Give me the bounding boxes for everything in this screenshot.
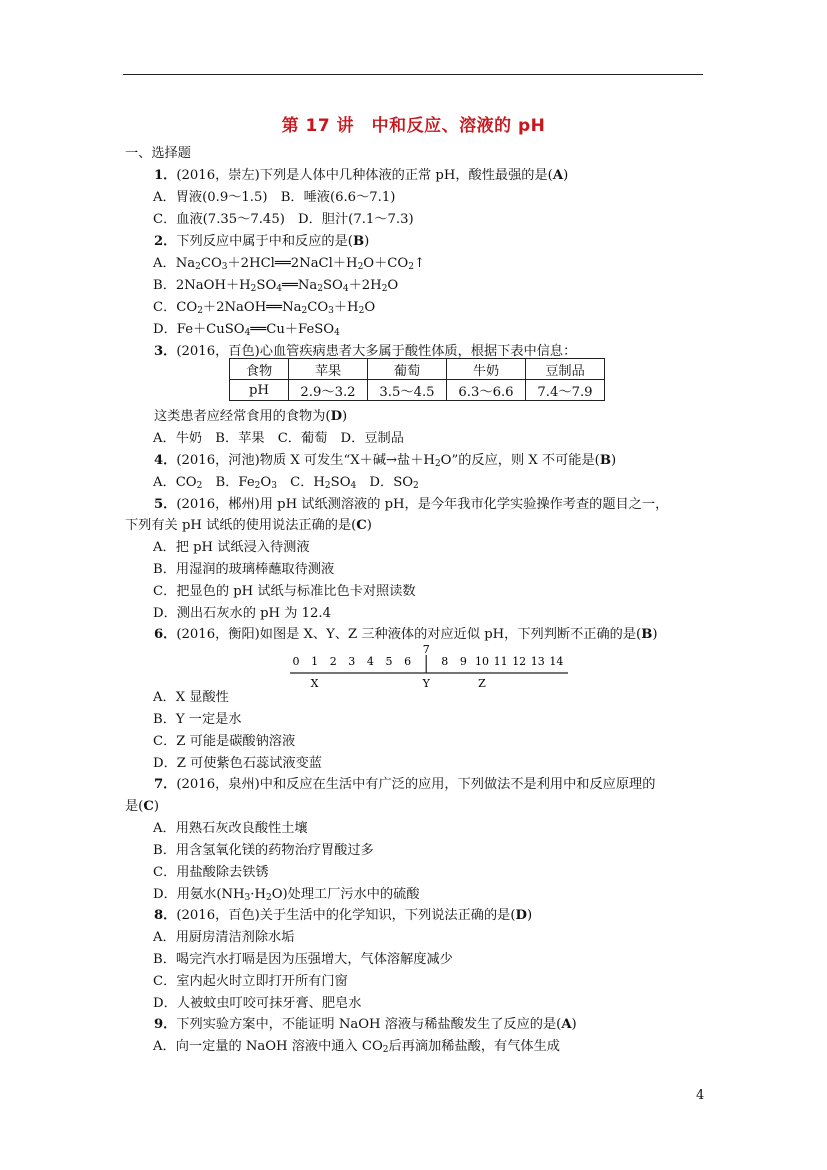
q2-option-a: A．$Na_2CO_3+2HCl══2NaCl+H_2O+CO_2↑$ xyxy=(153,256,425,272)
q5-option-b: B．用湿润的玻璃棒蘸取待测液 xyxy=(153,562,335,577)
ph-table xyxy=(229,358,605,401)
tick-label: 2 xyxy=(329,655,337,668)
question-6: 6．(2016，衡阳)如图是 X、Y、Z 三种液体的对应近似 pH，下列判断不正确的是(B) xyxy=(154,627,658,642)
table-row xyxy=(230,380,605,401)
table-cell: 葡萄 xyxy=(368,359,447,380)
table-cell: 豆制品 xyxy=(526,359,605,380)
tick-label: 11 xyxy=(493,655,508,668)
tick-label: 8 xyxy=(441,655,449,668)
q4-options: A．$CO_2$ B．$Fe_2O_3$ C．$H_2SO_4$ D．$SO_2$ xyxy=(153,475,419,491)
q8-option-a: A．用厨房清洁剂除水垢 xyxy=(153,930,295,945)
question-9: 9．下列实验方案中，不能证明 NaOH 溶液与稀盐酸发生了反应的是(A) xyxy=(154,1017,577,1032)
q2-option-b: B．$2NaOH+H_2SO_4══Na_2SO_4+2H_2O$ xyxy=(153,278,399,294)
tick-label: 4 xyxy=(366,655,374,668)
q8-option-b: B．喝完汽水打嗝是因为压强增大，气体溶解度减少 xyxy=(153,952,453,967)
question-7-cont: 是(C) xyxy=(125,799,159,814)
question-3: 3．(2016，百色)心血管疾病患者大多属于酸性体质，根据下表中信息： xyxy=(154,344,577,359)
header-rule xyxy=(123,74,703,75)
page-title: 第 17 讲 中和反应、溶液的 pH xyxy=(281,116,546,136)
tick-label: 5 xyxy=(385,655,393,668)
question-1: 1．(2016，崇左)下列是人体中几种体液的正常 pH，酸性最强的是(A) xyxy=(154,168,569,183)
table-cell: 7.4～7.9 xyxy=(526,380,605,401)
page-number: 4 xyxy=(696,1088,705,1103)
q5-option-c: C．把显色的 pH 试纸与标准比色卡对照读数 xyxy=(153,584,416,599)
table-cell: 食物 xyxy=(230,359,289,380)
q6-option-d: D．Z 可使紫色石蕊试液变蓝 xyxy=(153,756,322,771)
ph-number-line xyxy=(286,643,576,691)
q7-option-d: D．用氨水$(NH_3\cdot H_2O)$处理工厂污水中的硫酸 xyxy=(153,887,420,903)
question-7: 7．(2016，泉州)中和反应在生活中有广泛的应用，下列做法不是利用中和反应原理的 xyxy=(154,777,656,792)
q6-option-c: C．Z 可能是碳酸钠溶液 xyxy=(153,734,296,749)
q1-options-ab: A．胃液(0.9～1.5) B．唾液(6.6～7.1) xyxy=(153,190,396,205)
q1-options-cd: C．血液(7.35～7.45) D．胆汁(7.1～7.3) xyxy=(153,212,414,227)
q3-options: A．牛奶 B．苹果 C．葡萄 D．豆制品 xyxy=(153,431,404,446)
q2-option-c: C．$CO_2+2NaOH══Na_2CO_3+H_2O$ xyxy=(153,300,376,316)
point-label-z: Z xyxy=(478,677,486,690)
tick-label: 14 xyxy=(549,655,564,668)
table-cell: 2.9～3.2 xyxy=(289,380,368,401)
section-heading: 一、选择题 xyxy=(125,146,191,161)
q3-followup: 这类患者应经常食用的食物为(D) xyxy=(154,409,348,424)
q5-option-a: A．把 pH 试纸浸入待测液 xyxy=(153,540,310,555)
tick-label: 13 xyxy=(530,655,545,668)
table-cell: 苹果 xyxy=(289,359,368,380)
q2-option-d: D．Fe＋CuSO$_4$══Cu＋FeSO$_4$ xyxy=(153,322,340,338)
tick-label: 10 xyxy=(475,655,489,668)
table-cell: 牛奶 xyxy=(447,359,526,380)
question-4: 4．(2016，河池)物质 X 可发生“X＋碱→盐$+H_2O$”的反应，则 X 不可能是(B) xyxy=(154,453,617,469)
q9-option-a: A．向一定量的 NaOH 溶液中通入 $CO_2$后再滴加稀盐酸，有气体生成 xyxy=(153,1039,560,1055)
table-cell: pH xyxy=(230,380,289,401)
q8-option-c: C．室内起火时立即打开所有门窗 xyxy=(153,974,348,989)
q8-option-d: D．人被蚊虫叮咬可抹牙膏、肥皂水 xyxy=(153,996,362,1011)
tick-label: 1 xyxy=(311,655,319,668)
point-label-y: Y xyxy=(422,677,430,690)
question-5-cont: 下列有关 pH 试纸的使用说法正确的是(C) xyxy=(125,518,372,533)
tick-label: 0 xyxy=(292,655,300,668)
question-5: 5．(2016，郴州)用 pH 试纸测溶液的 pH，是今年我市化学实验操作考查的题目之一， xyxy=(154,497,669,512)
tick-label: 7 xyxy=(422,643,430,656)
tick-label: 9 xyxy=(459,655,467,668)
q5-option-d: D．测出石灰水的 pH 为 12.4 xyxy=(153,606,331,621)
point-label-x: X xyxy=(310,677,319,690)
question-2: 2．下列反应中属于中和反应的是(B) xyxy=(154,234,370,249)
table-row xyxy=(230,359,605,380)
table-cell: 3.5～4.5 xyxy=(368,380,447,401)
q7-option-a: A．用熟石灰改良酸性土壤 xyxy=(153,821,308,836)
tick-label: 3 xyxy=(348,655,356,668)
q7-option-c: C．用盐酸除去铁锈 xyxy=(153,865,269,880)
question-8: 8．(2016，百色)关于生活中的化学知识，下列说法正确的是(D) xyxy=(154,908,533,923)
tick-label: 12 xyxy=(512,655,527,668)
table-cell: 6.3～6.6 xyxy=(447,380,526,401)
q7-option-b: B．用含氢氧化镁的药物治疗胃酸过多 xyxy=(153,843,374,858)
q6-option-b: B．Y 一定是水 xyxy=(153,712,242,727)
tick-label: 6 xyxy=(404,655,412,668)
q6-option-a: A．X 显酸性 xyxy=(153,690,229,705)
